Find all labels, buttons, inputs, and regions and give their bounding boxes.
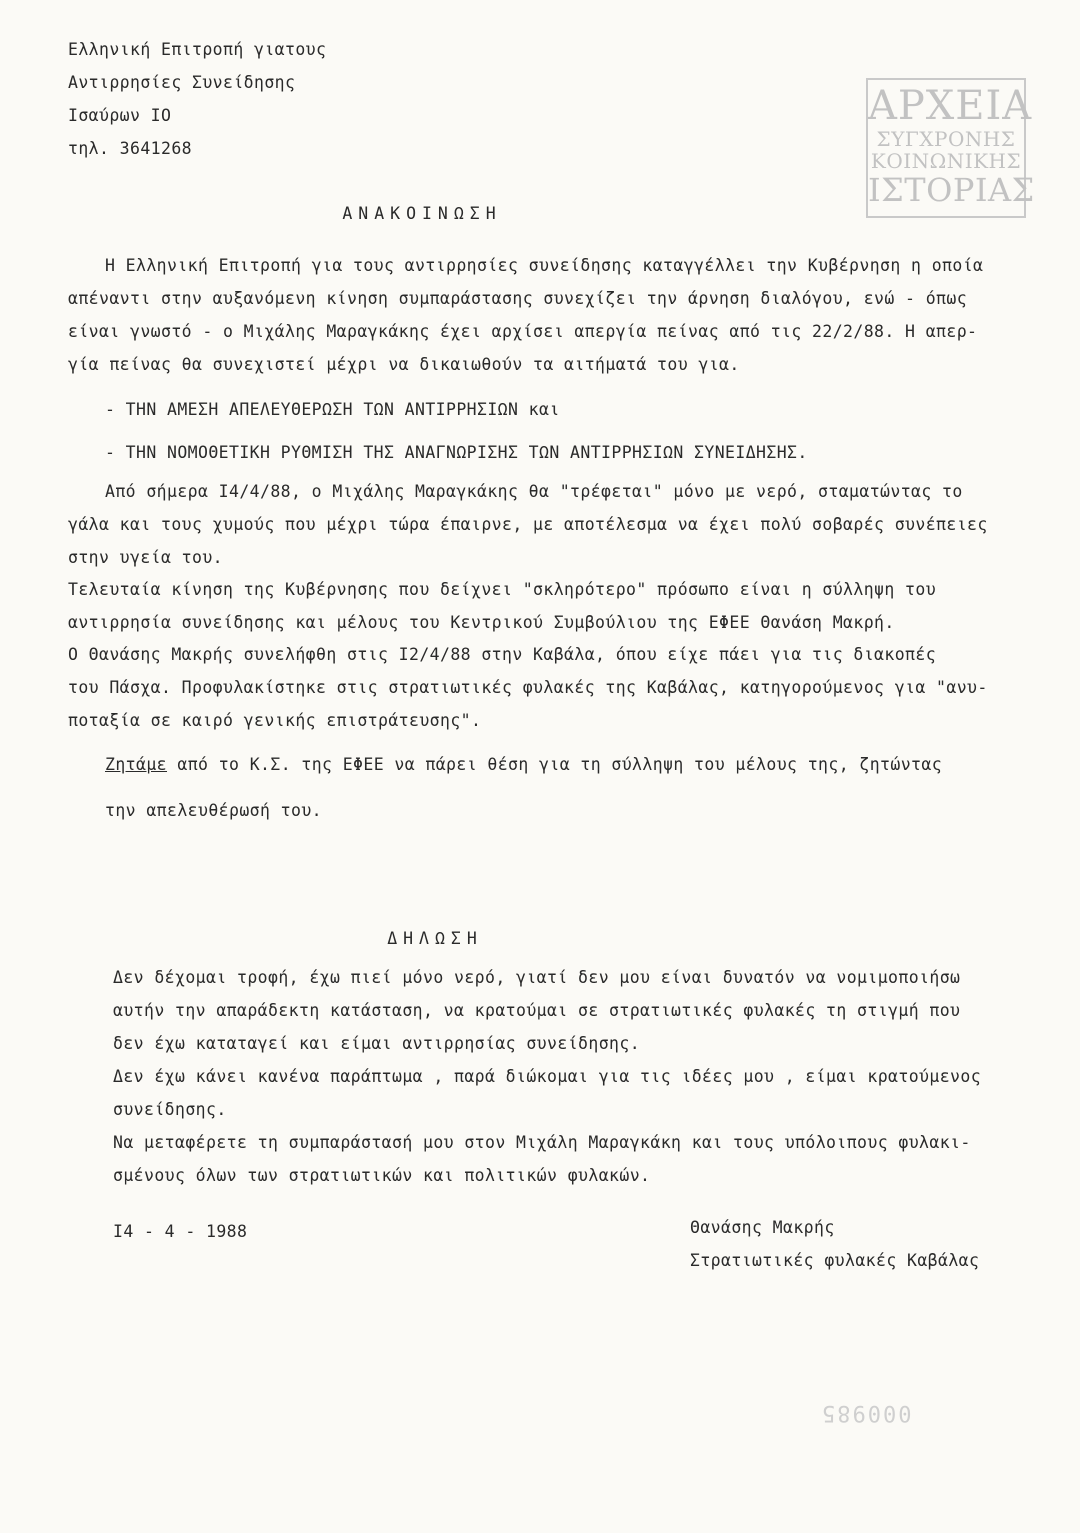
archive-number: 000985 <box>820 1400 912 1425</box>
announcement-p2-line1: Από σήμερα Ι4/4/88, ο Μιχάλης Μαραγκάκης θα "τρέφεται" μόνο με νερό, σταματώντας το <box>105 482 963 501</box>
announcement-p2-line3: στην υγεία του. <box>68 548 224 567</box>
statement-line1: Δεν δέχομαι τροφή, έχω πιεί μόνο νερό, γιατί δεν μου είναι δυνατόν να νομιμοποιήσω <box>113 968 961 987</box>
signature-name: Θανάσης Μακρής <box>690 1218 835 1237</box>
announcement-title: ΑΝΑΚΟΙΝΩΣΗ <box>342 204 502 223</box>
announcement-p3-line2: αντιρρησία συνείδησης και μέλους του Κεντρικού Συμβούλιου της ΕΦΕΕ Θανάση Μακρή. <box>68 613 895 632</box>
statement-line6: Να μεταφέρετε τη συμπαράστασή μου στον Μιχάλη Μαραγκάκη και τους υπόλοιπους φυλακι- <box>113 1133 971 1152</box>
statement-line7: σμένους όλων των στρατιωτικών και πολιτικών φυλακών. <box>113 1166 651 1185</box>
announcement-p5-line1 <box>105 755 942 774</box>
announcement-p5-rest: από το Κ.Σ. της ΕΦΕΕ να πάρει θέση για τη σύλληψη του μέλους της, ζητώντας <box>177 755 943 774</box>
announcement-p4-line2: του Πάσχα. Προφυλακίστηκε στις στρατιωτικές φυλακές της Καβάλας, κατηγορούμενος για "ανυ- <box>68 678 988 697</box>
emphasis-word: Ζητάμε <box>105 755 168 774</box>
statement-title: ΔΗΛΩΣΗ <box>387 929 483 948</box>
announcement-p5-line2: την απελευθέρωσή του. <box>105 801 323 820</box>
sender-phone: τηλ. 3641268 <box>68 139 193 158</box>
announcement-p1-line2: απέναντι στην αυξανόμενη κίνηση συμπαράστασης συνεχίζει την άρνηση διαλόγου, ενώ - όπως <box>68 289 968 308</box>
announcement-p1-line3: είναι γνωστό - ο Μιχάλης Μαραγκάκης έχει αρχίσει απεργία πείνας από τις 22/2/88. Η απερ- <box>68 322 978 341</box>
sender-name-line1: Ελληνική Επιτροπή γιατους <box>68 40 327 59</box>
stamp-line2: ΣΥΓΧΡΟΝΗΣ <box>876 127 1016 151</box>
announcement-p2-line2: γάλα και τους χυμούς που μέχρι τώρα έπαιρνε, με αποτέλεσμα να έχει πολύ σοβαρές συνέπειες <box>68 515 988 534</box>
demand-release: - ΤΗΝ ΑΜΕΣΗ ΑΠΕΛΕΥΘΕΡΩΣΗ ΤΩΝ ΑΝΤΙΡΡΗΣΙΩΝ και <box>105 400 560 419</box>
archive-stamp <box>866 78 1035 218</box>
statement-line4: Δεν έχω κάνει κανένα παράπτωμα , παρά διώκομαι για τις ιδέες μου , είμαι κρατούμενος <box>113 1067 982 1086</box>
statement-date: Ι4 - 4 - 1988 <box>113 1222 248 1241</box>
announcement-p1-line4: γία πείνας θα συνεχιστεί μέχρι να δικαιωθούν τα αιτήματά του για. <box>68 355 740 374</box>
announcement-p4-line1: Ο Θανάσης Μακρής συνελήφθη στις Ι2/4/88 στην Καβάλα, όπου είχε πάει για τις διακοπές <box>68 645 937 664</box>
stamp-line1: ΑΡΧΕΙΑ <box>868 83 1033 129</box>
stamp-line4: ΙΣΤΟΡΙΑΣ <box>868 171 1035 209</box>
announcement-p3-line1: Τελευταία κίνηση της Κυβέρνησης που δείχνει "σκληρότερο" πρόσωπο είναι η σύλληψη του <box>68 580 937 599</box>
signature-place: Στρατιωτικές φυλακές Καβάλας <box>690 1251 980 1270</box>
announcement-p1-line1: Η Ελληνική Επιτροπή για τους αντιρρησίες συνείδησης καταγγέλλει την Κυβέρνηση η οποία <box>105 256 984 275</box>
stamp-line3: ΚΟΙΝΩΝΙΚΗΣ <box>870 149 1022 173</box>
announcement-p4-line3: ποταξία σε καιρό γενικής επιστράτευσης". <box>68 711 482 730</box>
demand-recognition: - ΤΗΝ ΝΟΜΟΘΕΤΙΚΗ ΡΥΘΜΙΣΗ ΤΗΣ ΑΝΑΓΝΩΡΙΣΗΣ ΤΩΝ ΑΝΤΙΡΡΗΣΙΩΝ ΣΥΝΕΙΔΗΣΗΣ. <box>105 443 808 462</box>
sender-name-line2: Αντιρρησίες Συνείδησης <box>68 73 296 92</box>
statement-line3: δεν έχω καταταγεί και είμαι αντιρρησίας συνείδησης. <box>113 1034 641 1053</box>
statement-line2: αυτήν την απαράδεκτη κατάσταση, να κρατούμαι σε στρατιωτικές φυλακές τη στιγμή που <box>113 1001 961 1020</box>
sender-address: Ισαύρων ΙΟ <box>68 106 172 125</box>
statement-line5: συνείδησης. <box>113 1100 227 1119</box>
